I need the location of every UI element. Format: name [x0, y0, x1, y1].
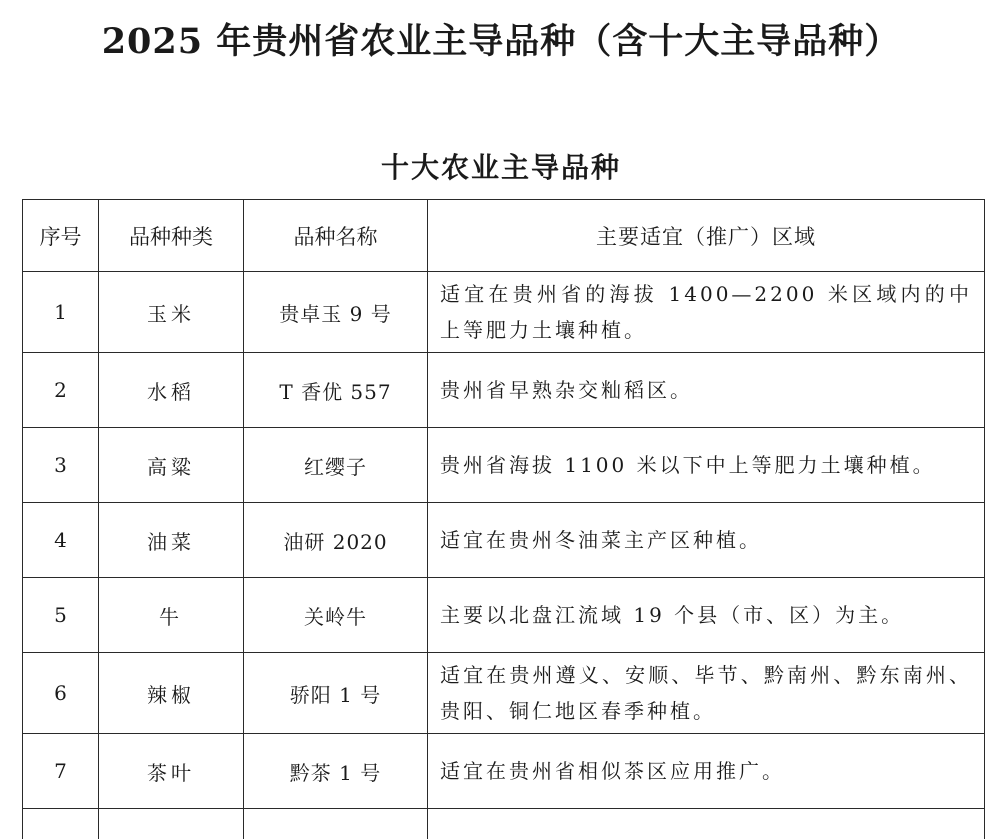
- table-row: [23, 734, 985, 809]
- row-variety-name: 红缨子: [244, 428, 428, 503]
- table-row-cut-off: [23, 809, 985, 839]
- table-row: [23, 428, 985, 503]
- table-row: [23, 503, 985, 578]
- cut-cell: [23, 809, 99, 839]
- cut-cell: [428, 809, 985, 839]
- section-title: 十大农业主导品种: [0, 146, 1002, 186]
- row-index: 3: [23, 428, 99, 503]
- row-category: 水稻: [99, 353, 244, 428]
- row-index: 7: [23, 734, 99, 809]
- row-region: 主要以北盘江流域 19 个县（市、区）为主。: [428, 578, 985, 653]
- row-category: 玉米: [99, 272, 244, 353]
- header-category: 品种种类: [99, 200, 244, 272]
- row-region: 适宜在贵州遵义、安顺、毕节、黔南州、黔东南州、贵阳、铜仁地区春季种植。: [428, 653, 985, 734]
- row-index: 5: [23, 578, 99, 653]
- row-index: 1: [23, 272, 99, 353]
- row-category: 油菜: [99, 503, 244, 578]
- row-category: 辣椒: [99, 653, 244, 734]
- header-index: 序号: [23, 200, 99, 272]
- row-region: 适宜在贵州冬油菜主产区种植。: [428, 503, 985, 578]
- cut-cell: [244, 809, 428, 839]
- row-variety-name: 骄阳 1 号: [244, 653, 428, 734]
- document-title: 2025 年贵州省农业主导品种（含十大主导品种）: [0, 14, 1002, 64]
- row-region: 适宜在贵州省的海拔 1400—2200 米区域内的中上等肥力土壤种植。: [428, 272, 985, 353]
- row-region: 贵州省海拔 1100 米以下中上等肥力土壤种植。: [428, 428, 985, 503]
- row-variety-name: 黔茶 1 号: [244, 734, 428, 809]
- row-index: 6: [23, 653, 99, 734]
- table-row: [23, 578, 985, 653]
- row-region: 适宜在贵州省相似茶区应用推广。: [428, 734, 985, 809]
- table-row: [23, 653, 985, 734]
- header-name: 品种名称: [244, 200, 428, 272]
- row-variety-name: 关岭牛: [244, 578, 428, 653]
- row-variety-name: 油研 2020: [244, 503, 428, 578]
- table-row: [23, 272, 985, 353]
- cut-cell: [99, 809, 244, 839]
- row-index: 4: [23, 503, 99, 578]
- table-header-row: [23, 200, 985, 272]
- row-region: 贵州省早熟杂交籼稻区。: [428, 353, 985, 428]
- variety-table: [22, 199, 985, 839]
- row-category: 牛: [99, 578, 244, 653]
- row-index: 2: [23, 353, 99, 428]
- row-category: 高粱: [99, 428, 244, 503]
- row-variety-name: 贵卓玉 9 号: [244, 272, 428, 353]
- header-region: 主要适宜（推广）区域: [428, 200, 985, 272]
- row-category: 茶叶: [99, 734, 244, 809]
- row-variety-name: T 香优 557: [244, 353, 428, 428]
- table-row: [23, 353, 985, 428]
